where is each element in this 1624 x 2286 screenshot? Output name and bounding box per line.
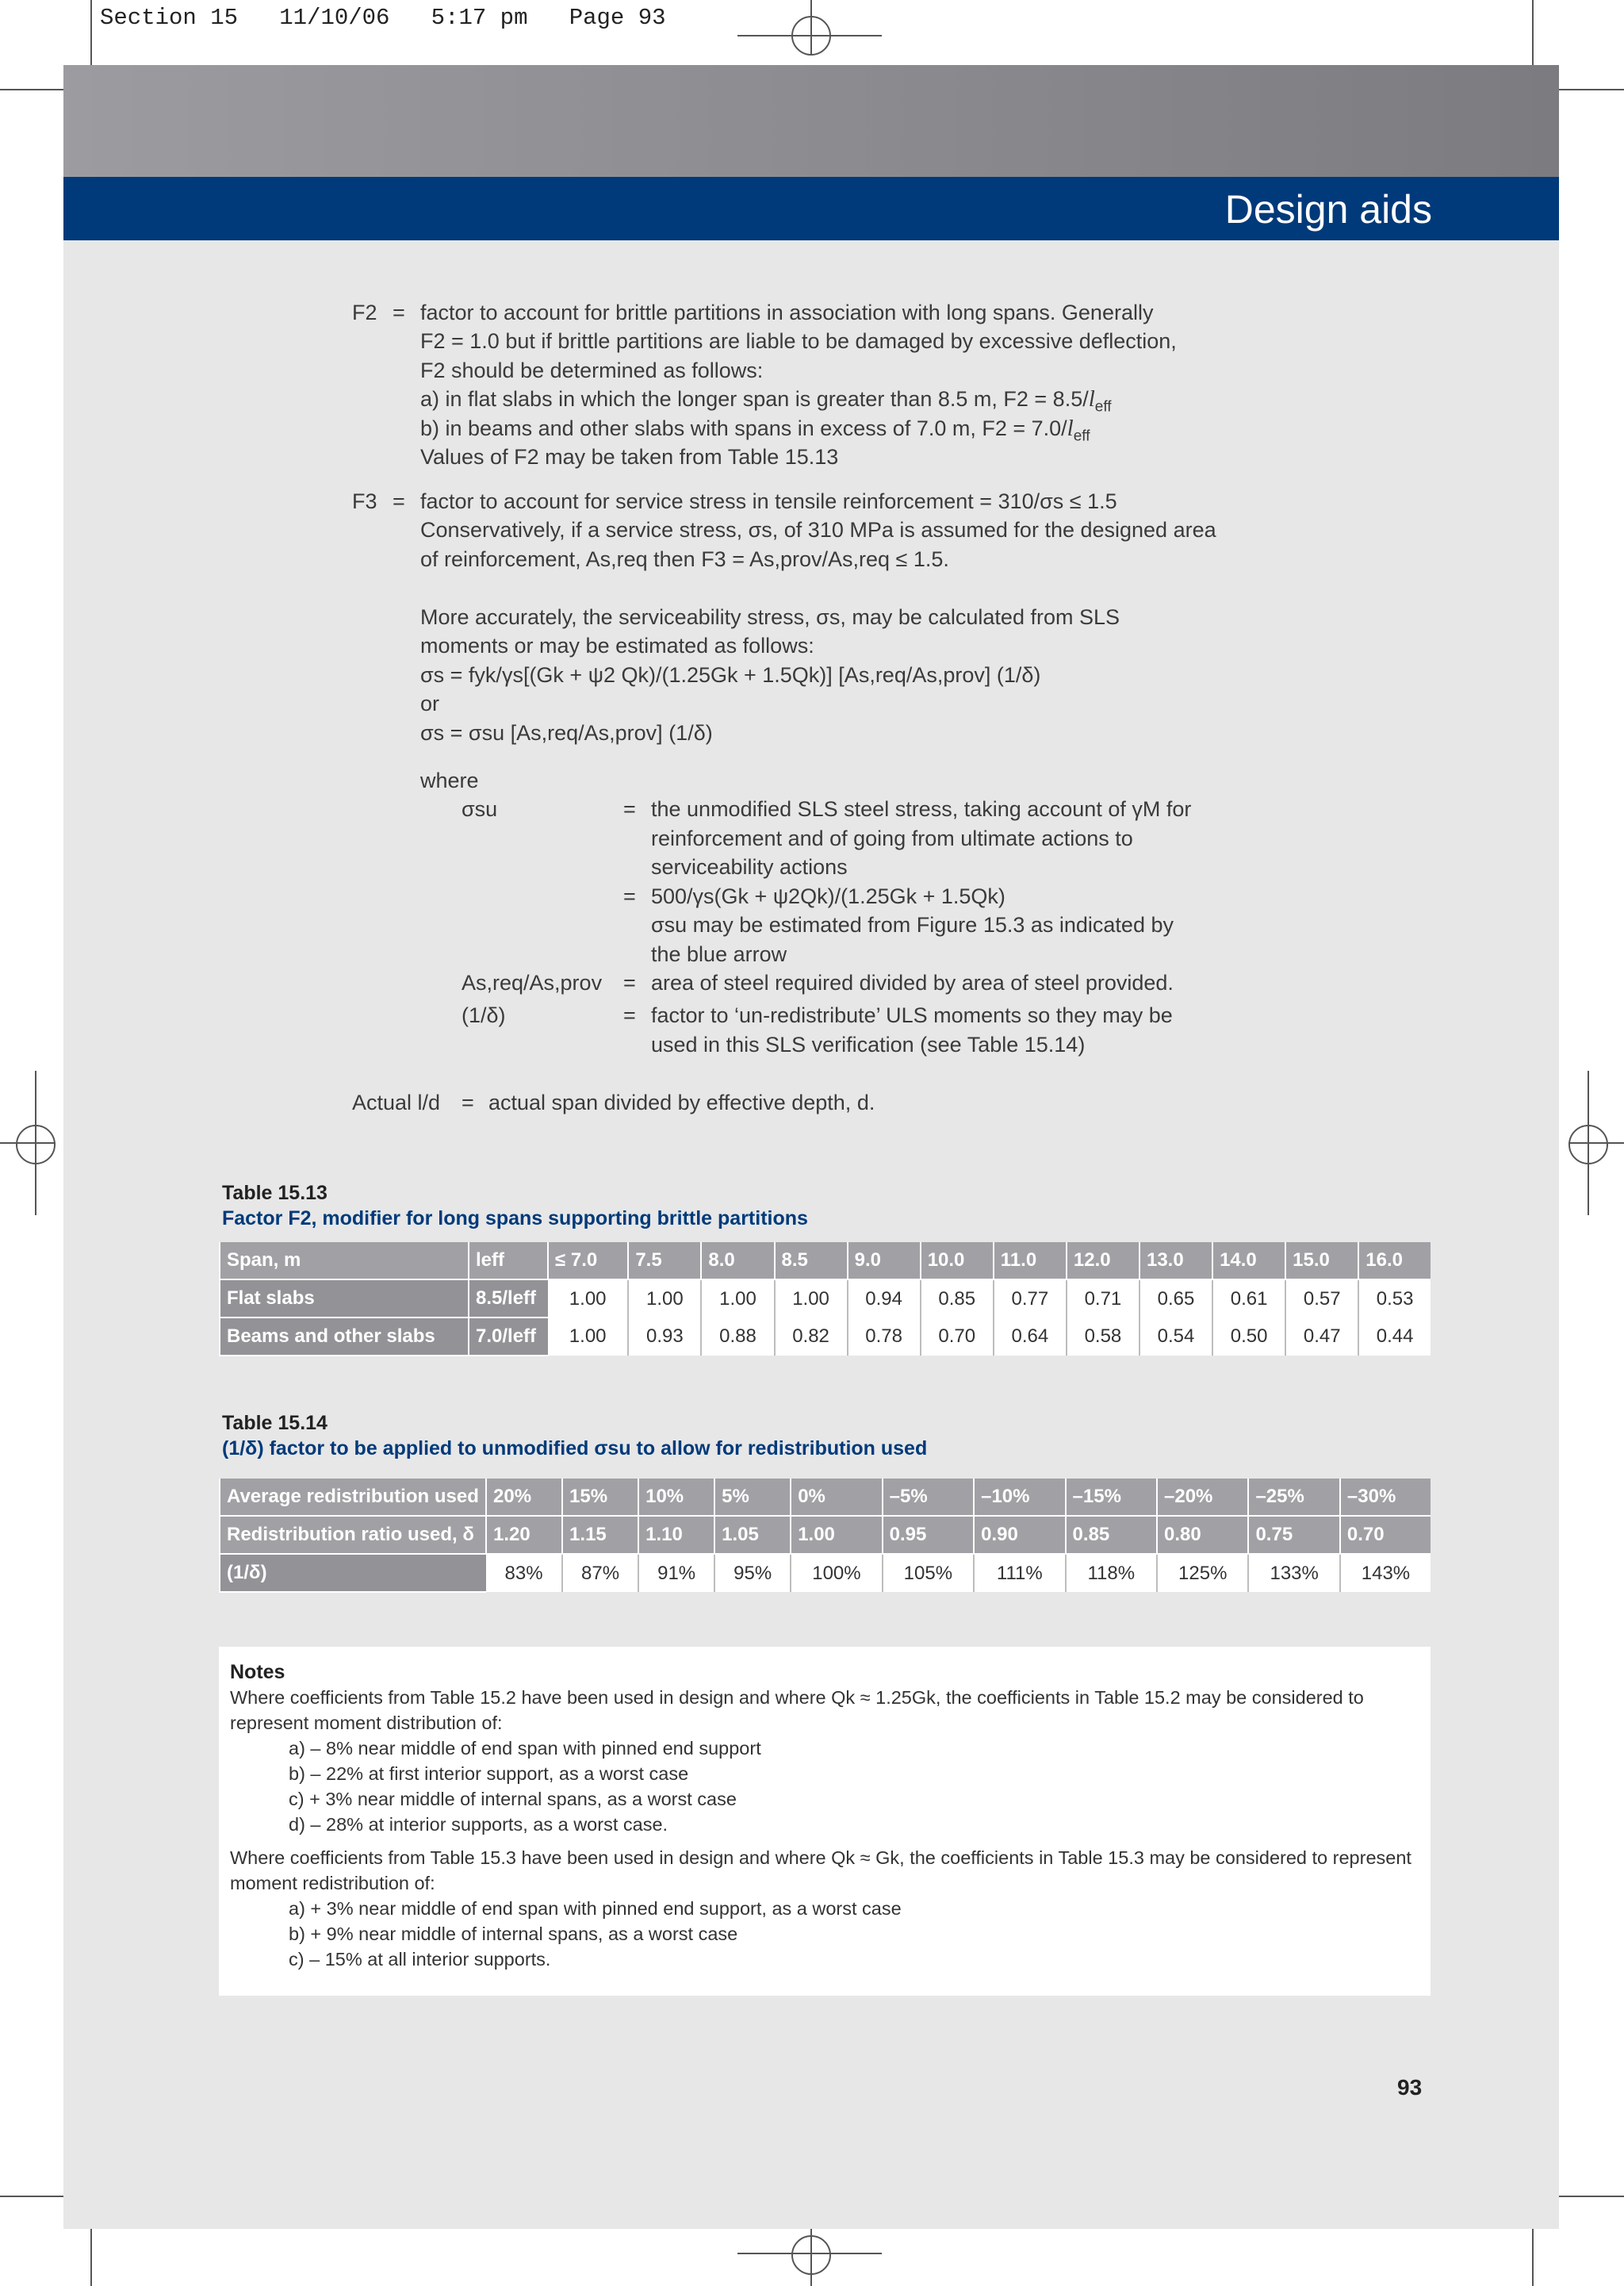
table-15-13 [219,1242,1431,1356]
where-text-line: σsu may be estimated from Figure 15.3 as indicated by [651,913,1174,937]
table-cell: 0.82 [775,1318,848,1356]
table-header-cell: 1.20 [486,1516,562,1554]
table-cell: 0.71 [1067,1279,1139,1318]
table-15-14 [219,1479,1431,1593]
table-header-cell: 0.95 [883,1516,974,1554]
printer-slug: Section 15 11/10/06 5:17 pm Page 93 [100,5,666,31]
table-cell: 0.53 [1358,1279,1431,1318]
table-header-cell: 11.0 [994,1242,1067,1279]
registration-line [737,2253,882,2254]
table-cell: 0.64 [994,1318,1067,1356]
page-sheet [63,65,1559,2229]
table-header-cell: 15% [562,1479,638,1516]
table-header-cell: 7.5 [628,1242,701,1279]
table-header-cell: 14.0 [1212,1242,1285,1279]
table-15-13-number: Table 15.13 [222,1182,327,1204]
where-symbol-as-ratio: As,req/As,prov [462,971,603,995]
where-equals: = [623,797,636,821]
notes-paragraph: Where coefficients from Table 15.2 have been used in design and where Qk ≈ 1.25Gk, the coefficients in Table 15.2 may be considered to [230,1687,1364,1708]
table-header-cell: leff [469,1242,548,1279]
table-cell: 0.54 [1139,1318,1212,1356]
table-header-cell: 0% [791,1479,882,1516]
table-row [220,1554,1431,1592]
f3-line-3: of reinforcement, As,req then F3 = As,prov/As,req ≤ 1.5. [420,547,949,571]
table-cell: 1.00 [548,1318,628,1356]
row-formula: 8.5/leff [469,1279,548,1318]
f2-line-4 [420,385,1112,414]
list-item: b) – 22% at first interior support, as a worst case [289,1763,689,1784]
where-text-line: the unmodified SLS steel stress, taking account of γM for [651,797,1192,821]
f3-line-4: More accurately, the serviceability stress, σs, may be calculated from SLS [420,605,1120,629]
f2-symbol: F2 [352,301,377,324]
crop-mark [1551,2196,1624,2197]
table-header-cell: –5% [883,1479,974,1516]
where-text-line: reinforcement and of going from ultimate actions to [651,827,1133,850]
table-header-cell: 15.0 [1285,1242,1358,1279]
table-cell: 0.61 [1212,1279,1285,1318]
where-symbol-one-over-delta: (1/δ) [462,1003,506,1027]
f3-symbol: F3 [352,489,377,513]
row-formula: 7.0/leff [469,1318,548,1356]
table-header-cell: 8.0 [701,1242,774,1279]
table-cell: 0.47 [1285,1318,1358,1356]
registration-line [1568,1142,1624,1144]
table-cell: 87% [562,1554,638,1592]
page-number: 93 [1397,2075,1423,2100]
f2-line-6: Values of F2 may be taken from Table 15.13 [420,445,839,469]
table-header-cell: 1.15 [562,1516,638,1554]
actual-ld-text: actual span divided by effective depth, d. [488,1091,875,1114]
or-text: or [420,692,440,715]
crop-mark [0,2196,71,2197]
table-cell: 125% [1157,1554,1248,1592]
table-cell: 133% [1248,1554,1339,1592]
table-cell: 1.00 [775,1279,848,1318]
table-cell: 0.93 [628,1318,701,1356]
table-cell: 0.70 [921,1318,994,1356]
crop-mark [0,89,71,90]
registration-line [737,35,882,36]
table-header-cell: –10% [974,1479,1065,1516]
table-header-cell: 10.0 [921,1242,994,1279]
table-cell: 83% [486,1554,562,1592]
crop-mark [90,0,92,68]
table-cell: 0.85 [921,1279,994,1318]
table-row [220,1279,1431,1318]
where-text-line: factor to ‘un-redistribute’ ULS moments so they may be [651,1003,1173,1027]
table-header-cell: 0.90 [974,1516,1065,1554]
row-label: Flat slabs [220,1279,469,1318]
f2-equals: = [393,301,405,324]
table-header-cell: 0.70 [1340,1516,1431,1554]
table-cell: 100% [791,1554,882,1592]
table-header-cell: 20% [486,1479,562,1516]
table-header-cell: 13.0 [1139,1242,1212,1279]
crop-mark [1551,89,1624,90]
table-header-cell: 1.10 [638,1516,714,1554]
registration-line [0,1142,56,1144]
f2-line-5 [420,414,1090,443]
table-cell: 0.94 [848,1279,921,1318]
table-header-cell: 8.5 [775,1242,848,1279]
table-cell: 0.44 [1358,1318,1431,1356]
table-header-cell: ≤ 7.0 [548,1242,628,1279]
list-item: c) – 15% at all interior supports. [289,1949,551,1970]
table-header-row [220,1516,1431,1554]
table-header-cell: 0.85 [1066,1516,1157,1554]
table-15-14-number: Table 15.14 [222,1412,327,1434]
formula-sigma-s-2: σs = σsu [As,req/As,prov] (1/δ) [420,721,713,745]
eff-subscript: eff [1094,398,1112,416]
table-cell: 1.00 [548,1279,628,1318]
table-15-14-caption: (1/δ) factor to be applied to unmodified σsu to allow for redistribution used [222,1437,928,1459]
where-equals: = [623,884,636,908]
table-header-row [220,1242,1431,1279]
table-header-cell: 1.00 [791,1516,882,1554]
formula-sigma-s-1: σs = fyk/γs[(Gk + ψ2 Qk)/(1.25Gk + 1.5Qk)] [As,req/As,prov] (1/δ) [420,663,1041,687]
table-cell: 1.00 [628,1279,701,1318]
table-header-cell: –20% [1157,1479,1248,1516]
row-label: Redistribution ratio used, δ [220,1516,486,1554]
f2-line-2: F2 = 1.0 but if brittle partitions are liable to be damaged by excessive deflection, [420,329,1177,353]
table-cell: 118% [1066,1554,1157,1592]
table-header-cell: 9.0 [848,1242,921,1279]
table-cell: 0.65 [1139,1279,1212,1318]
registration-line [810,0,812,56]
notes-heading: Notes [230,1661,285,1683]
l-symbol: l [1067,416,1074,441]
where-text-line: 500/γs(Gk + ψ2Qk)/(1.25Gk + 1.5Qk) [651,884,1005,908]
where-text-line: used in this SLS verification (see Table 15.14) [651,1033,1086,1057]
eff-subscript: eff [1073,428,1090,445]
notes-paragraph: represent moment distribution of: [230,1713,503,1733]
f3-line-5: moments or may be estimated as follows: [420,634,814,658]
table-header-cell: 16.0 [1358,1242,1431,1279]
table-cell: 0.88 [701,1318,774,1356]
table-15-13-caption: Factor F2, modifier for long spans supporting brittle partitions [222,1207,808,1229]
table-cell: 1.00 [701,1279,774,1318]
table-cell: 91% [638,1554,714,1592]
table-header-cell: 10% [638,1479,714,1516]
table-cell: 0.78 [848,1318,921,1356]
actual-ld-equals: = [462,1091,474,1114]
f2-line-4-text: a) in flat slabs in which the longer span is greater than 8.5 m, F2 = 8.5/ [420,387,1089,411]
row-label: Beams and other slabs [220,1318,469,1356]
notes-paragraph: Where coefficients from Table 15.3 have been used in design and where Qk ≈ Gk, the coefficients in Table 15.3 may be considered to represent [230,1847,1411,1868]
crop-mark [1532,0,1534,68]
registration-line [1588,1071,1589,1215]
table-header-cell: 0.80 [1157,1516,1248,1554]
table-header-cell: 12.0 [1067,1242,1139,1279]
actual-ld-symbol: Actual l/d [352,1091,441,1114]
table-header-cell: Span, m [220,1242,469,1279]
where-text-line: area of steel required divided by area of steel provided. [651,971,1174,995]
table-header-cell: –15% [1066,1479,1157,1516]
table-header-cell: 1.05 [714,1516,791,1554]
table-cell: 111% [974,1554,1065,1592]
table-header-cell: 5% [714,1479,791,1516]
table-row [220,1318,1431,1356]
table-cell: 95% [714,1554,791,1592]
where-text-line: the blue arrow [651,942,787,966]
header-gradient [63,65,1559,177]
notes-paragraph: moment redistribution of: [230,1873,435,1893]
f3-line-2: Conservatively, if a service stress, σs, of 310 MPa is assumed for the designed area [420,518,1216,542]
table-cell: 143% [1340,1554,1431,1592]
row-label: Average redistribution used [220,1479,486,1516]
where-equals: = [623,971,636,995]
f3-line-1: factor to account for service stress in tensile reinforcement = 310/σs ≤ 1.5 [420,489,1117,513]
table-cell: 0.77 [994,1279,1067,1318]
l-symbol: l [1088,386,1095,412]
where-text: where [420,769,479,792]
table-header-cell: 0.75 [1248,1516,1339,1554]
list-item: d) – 28% at interior supports, as a worst case. [289,1814,668,1835]
registration-line [35,1071,36,1215]
f2-line-5-text: b) in beams and other slabs with spans in excess of 7.0 m, F2 = 7.0/ [420,416,1067,440]
notes-box [219,1647,1431,1996]
where-symbol-sigma-su: σsu [462,797,498,821]
where-text-line: serviceability actions [651,855,848,879]
list-item: a) – 8% near middle of end span with pinned end support [289,1738,761,1759]
f2-line-3: F2 should be determined as follows: [420,359,764,382]
table-header-row [220,1479,1431,1516]
table-header-cell: –30% [1340,1479,1431,1516]
page-title: Design aids [1224,187,1432,232]
table-cell: 0.57 [1285,1279,1358,1318]
list-item: a) + 3% near middle of end span with pinned end support, as a worst case [289,1898,902,1919]
table-header-cell: –25% [1248,1479,1339,1516]
row-label: (1/δ) [220,1554,486,1592]
table-cell: 105% [883,1554,974,1592]
where-equals: = [623,1003,636,1027]
list-item: c) + 3% near middle of internal spans, as a worst case [289,1789,737,1809]
f2-line-1: factor to account for brittle partitions in association with long spans. Generally [420,301,1154,324]
table-cell: 0.58 [1067,1318,1139,1356]
table-cell: 0.50 [1212,1318,1285,1356]
list-item: b) + 9% near middle of internal spans, as a worst case [289,1924,738,1944]
f3-equals: = [393,489,405,513]
